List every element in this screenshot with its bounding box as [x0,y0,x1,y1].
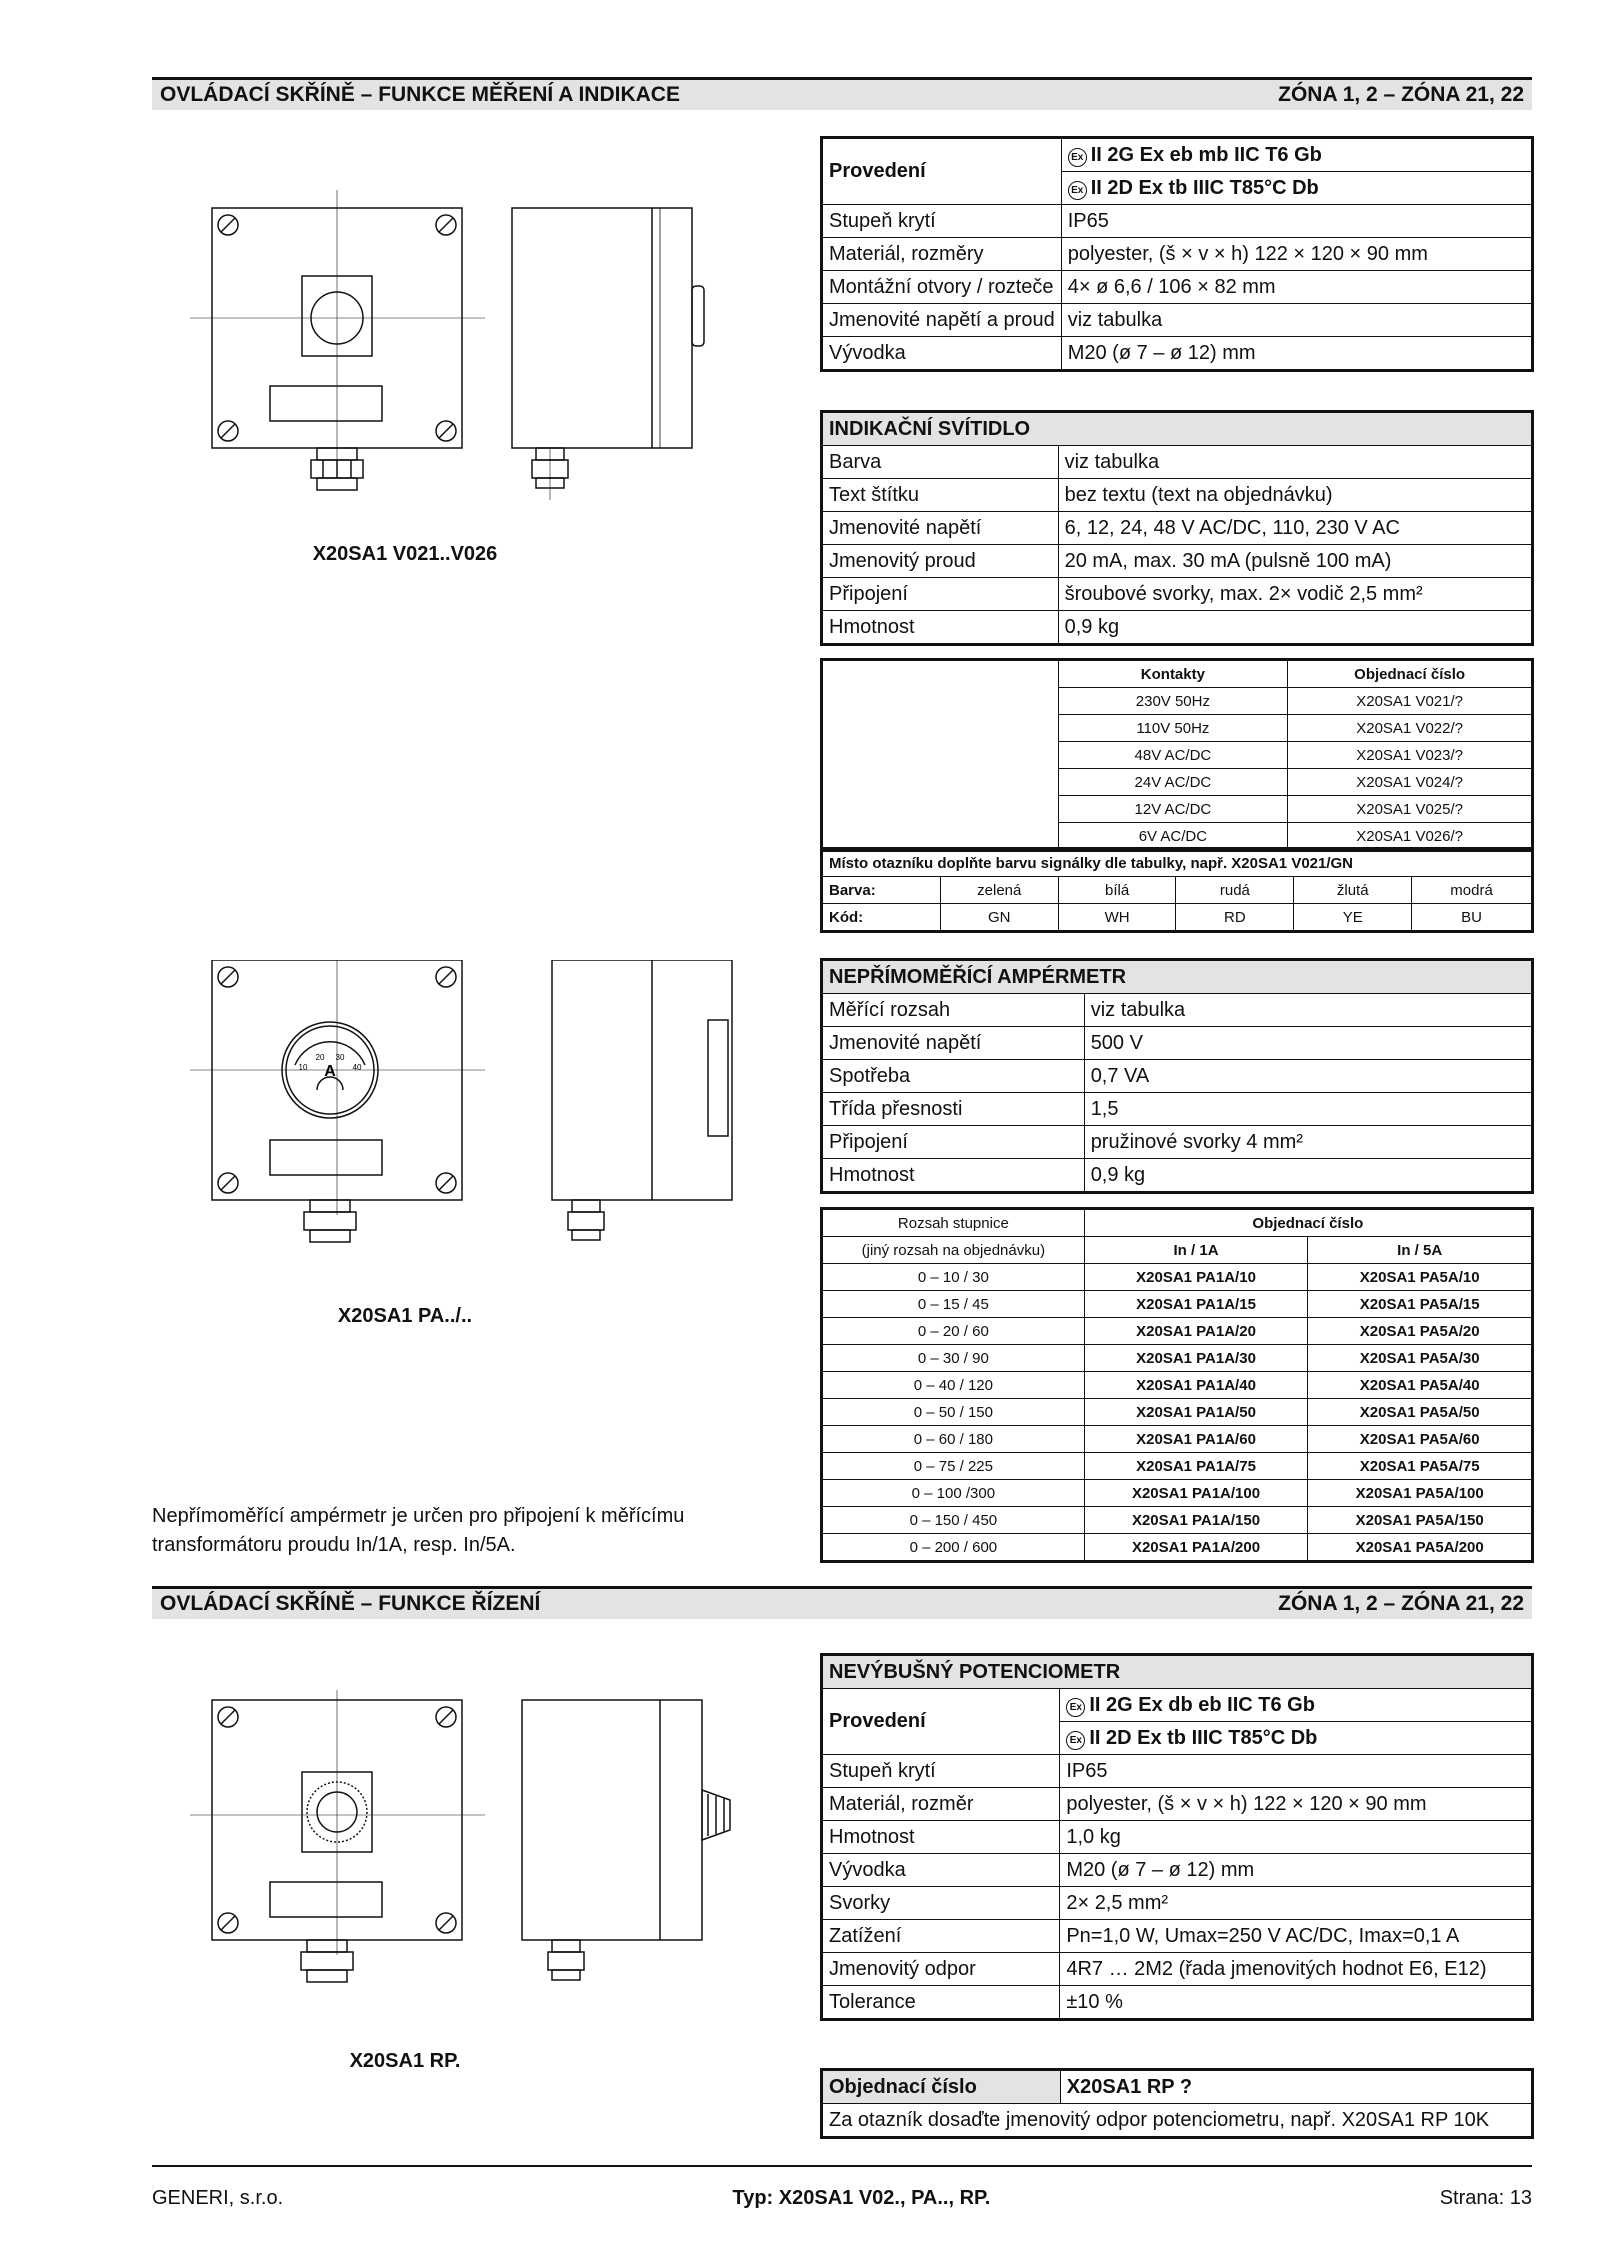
color-code: RD [1176,904,1294,931]
meter-tick-label: 30 [335,1053,345,1062]
spec-label: Připojení [823,578,1059,611]
spec-label: Svorky [823,1887,1060,1920]
order-1a: X20SA1 PA1A/75 [1084,1453,1308,1480]
range-value: 0 – 30 / 90 [823,1345,1085,1372]
spec-label: Stupeň krytí [823,205,1062,238]
range-value: 0 – 40 / 120 [823,1372,1085,1399]
spec-value: polyester, (š × v × h) 122 × 120 × 90 mm [1060,1788,1532,1821]
order-contact: 12V AC/DC [1058,796,1288,823]
spec-value: IP65 [1061,205,1531,238]
order-note: Za otazník dosaďte jmenovitý odpor potenciometru, např. X20SA1 RP 10K [823,2104,1532,2137]
range-row [823,1318,1532,1345]
range-row [823,1453,1532,1480]
range-value: 0 – 200 / 600 [823,1534,1085,1561]
order-5a: X20SA1 PA5A/20 [1308,1318,1532,1345]
spec-value: 0,9 kg [1084,1159,1531,1192]
pot-title: NEVÝBUŠNÝ POTENCIOMETR [823,1656,1532,1689]
order-1a: X20SA1 PA1A/60 [1084,1426,1308,1453]
color-name: bílá [1058,877,1176,904]
order-label: Objednací číslo [823,2071,1061,2104]
order-number: X20SA1 V022/? [1288,715,1532,742]
range-row [823,1426,1532,1453]
spec-value: 0,7 VA [1084,1060,1531,1093]
order-number: X20SA1 V023/? [1288,742,1532,769]
lamp-color-table [822,849,1532,931]
order-5a: X20SA1 PA5A/15 [1308,1291,1532,1318]
ammeter-order-table [822,1209,1532,1561]
lamp-order-table [822,660,1532,850]
spec-label: Tolerance [823,1986,1060,2019]
range-row [823,1399,1532,1426]
order-number: X20SA1 V025/? [1288,796,1532,823]
provedeni-label: Provedení [823,139,1062,205]
spec-value: 1,0 kg [1060,1821,1532,1854]
caption-indicator-lamp: X20SA1 V021..V026 [312,543,498,565]
section-title: OVLÁDACÍ SKŘÍNĚ – FUNKCE ŘÍZENÍ [160,1592,541,1615]
footer-page: Strana: 13 [1439,2187,1532,2209]
spec-label: Zatížení [823,1920,1060,1953]
spec-value: viz tabulka [1058,446,1531,479]
spec-value: 0,9 kg [1058,611,1531,644]
order-table [822,2070,1532,2137]
ex-icon: Ex [1066,1698,1085,1717]
caption-ammeter: X20SA1 PA../.. [337,1305,473,1327]
order-1a: X20SA1 PA1A/40 [1084,1372,1308,1399]
spec-label: Vývodka [823,1854,1060,1887]
range-row [823,1534,1532,1561]
order-1a: X20SA1 PA1A/150 [1084,1507,1308,1534]
meter-tick-label: 40 [352,1063,362,1072]
spec-label: Měřící rozsah [823,994,1085,1027]
range-row [823,1372,1532,1399]
spec-label: Třída přesnosti [823,1093,1085,1126]
color-code: BU [1412,904,1532,931]
footer-company: GENERI, s.r.o. [152,2187,284,2209]
order-1a: X20SA1 PA1A/100 [1084,1480,1308,1507]
spec-label: Spotřeba [823,1060,1085,1093]
spec-value: Pn=1,0 W, Umax=250 V AC/DC, Imax=0,1 A [1060,1920,1532,1953]
spec-table-potentiometer [822,1655,1532,2019]
order-1a: X20SA1 PA1A/50 [1084,1399,1308,1426]
color-name: žlutá [1294,877,1412,904]
color-name: zelená [940,877,1058,904]
provedeni-value-2: II 2D Ex tb IIIC T85°C Db [1090,176,1319,199]
color-name: rudá [1176,877,1294,904]
spec-table-lamp [822,412,1532,644]
spec-table-ammeter [822,960,1532,1192]
spec-label: Jmenovitý odpor [823,1953,1060,1986]
provedeni-value-1: II 2G Ex eb mb IIC T6 Gb [1090,143,1322,166]
spec-value: 4R7 … 2M2 (řada jmenovitých hodnot E6, E12) [1060,1953,1532,1986]
color-code: GN [940,904,1058,931]
spec-label: Jmenovité napětí a proud [823,304,1062,337]
spec-label: Materiál, rozměr [823,1788,1060,1821]
spec-label: Hmotnost [823,1159,1085,1192]
spec-value: šroubové svorky, max. 2× vodič 2,5 mm² [1058,578,1531,611]
order-1a: X20SA1 PA1A/200 [1084,1534,1308,1561]
spec-value: 500 V [1084,1027,1531,1060]
color-name: modrá [1412,877,1532,904]
spec-value: viz tabulka [1061,304,1531,337]
meter-tick-label: 10 [298,1063,308,1072]
spec-label: Hmotnost [823,611,1059,644]
range-value: 0 – 60 / 180 [823,1426,1085,1453]
spec-label: Materiál, rozměry [823,238,1062,271]
range-value: 0 – 15 / 45 [823,1291,1085,1318]
range-value: 0 – 50 / 150 [823,1399,1085,1426]
barva-label: Barva: [823,877,941,904]
spec-value: IP65 [1060,1755,1532,1788]
spec-value: 6, 12, 24, 48 V AC/DC, 110, 230 V AC [1058,512,1531,545]
kod-label: Kód: [823,904,941,931]
spec-label: Připojení [823,1126,1085,1159]
range-row [823,1345,1532,1372]
spec-value: 1,5 [1084,1093,1531,1126]
order-value: X20SA1 RP ? [1060,2071,1531,2104]
color-note: Místo otazníku doplňte barvu signálky dle tabulky, např. X20SA1 V021/GN [823,850,1532,877]
spec-value: 2× 2,5 mm² [1060,1887,1532,1920]
order-5a: X20SA1 PA5A/150 [1308,1507,1532,1534]
section-title: OVLÁDACÍ SKŘÍNĚ – FUNKCE MĚŘENÍ A INDIKACE [160,83,680,106]
spec-label: Hmotnost [823,1821,1060,1854]
section-zone: ZÓNA 1, 2 – ZÓNA 21, 22 [1278,1592,1524,1615]
spec-label: Montážní otvory / rozteče [823,271,1062,304]
order-number: X20SA1 V026/? [1288,823,1532,850]
order-contact: 24V AC/DC [1058,769,1288,796]
order-contact: 230V 50Hz [1058,688,1288,715]
spec-label: Stupeň krytí [823,1755,1060,1788]
range-value: 0 – 150 / 450 [823,1507,1085,1534]
spec-label: Jmenovitý proud [823,545,1059,578]
color-code: WH [1058,904,1176,931]
spec-label: Barva [823,446,1059,479]
meter-tick-label: 20 [315,1053,325,1062]
order-1a: X20SA1 PA1A/10 [1084,1264,1308,1291]
lamp-title: INDIKAČNÍ SVÍTIDLO [823,413,1532,446]
col-objednaci: Objednací číslo [1288,661,1532,688]
drawing-indicator-lamp [190,190,750,520]
drawing-potentiometer [190,1690,750,2010]
spec-value: bez textu (text na objednávku) [1058,479,1531,512]
ex-icon: Ex [1068,148,1087,167]
order-1a: X20SA1 PA1A/20 [1084,1318,1308,1345]
spec-value: pružinové svorky 4 mm² [1084,1126,1531,1159]
spec-label: Text štítku [823,479,1059,512]
order-5a: X20SA1 PA5A/40 [1308,1372,1532,1399]
drawing-ammeter [190,960,750,1270]
col-objednaci: Objednací číslo [1084,1210,1531,1237]
range-value: 0 – 100 /300 [823,1480,1085,1507]
order-5a: X20SA1 PA5A/30 [1308,1345,1532,1372]
order-5a: X20SA1 PA5A/60 [1308,1426,1532,1453]
order-5a: X20SA1 PA5A/10 [1308,1264,1532,1291]
order-5a: X20SA1 PA5A/75 [1308,1453,1532,1480]
meter-unit: A [324,1063,336,1080]
order-1a: X20SA1 PA1A/15 [1084,1291,1308,1318]
order-contact: 48V AC/DC [1058,742,1288,769]
spec-value: M20 (ø 7 – ø 12) mm [1061,337,1531,370]
caption-potentiometer: X20SA1 RP. [349,2050,461,2072]
order-5a: X20SA1 PA5A/100 [1308,1480,1532,1507]
col-1a: In / 1A [1084,1237,1308,1264]
spec-value: ±10 % [1060,1986,1532,2019]
range-row [823,1480,1532,1507]
range-value: 0 – 10 / 30 [823,1264,1085,1291]
section-header-measurement [152,77,1532,110]
section-zone: ZÓNA 1, 2 – ZÓNA 21, 22 [1278,83,1524,106]
col-rozsah: Rozsah stupnice [823,1210,1085,1237]
order-number: X20SA1 V024/? [1288,769,1532,796]
order-5a: X20SA1 PA5A/50 [1308,1399,1532,1426]
footer [152,2165,1532,2210]
range-value: 0 – 20 / 60 [823,1318,1085,1345]
order-contact: 6V AC/DC [1058,823,1288,850]
spec-value: viz tabulka [1084,994,1531,1027]
spec-value: polyester, (š × v × h) 122 × 120 × 90 mm [1061,238,1531,271]
spec-value: 20 mA, max. 30 mA (pulsně 100 mA) [1058,545,1531,578]
section-header-control [152,1586,1532,1619]
col-kontakty: Kontakty [1058,661,1288,688]
spec-table-housing [822,138,1532,370]
range-value: 0 – 75 / 225 [823,1453,1085,1480]
spec-value: M20 (ø 7 – ø 12) mm [1060,1854,1532,1887]
spec-label: Jmenovité napětí [823,1027,1085,1060]
ammeter-note: Nepřímoměřící ampérmetr je určen pro připojení k měřícímu transformátoru proudu In/1A, resp. In/5A. [152,1505,685,1556]
order-number: X20SA1 V021/? [1288,688,1532,715]
spec-value: 4× ø 6,6 / 106 × 82 mm [1061,271,1531,304]
range-row [823,1291,1532,1318]
col-rozsah-note: (jiný rozsah na objednávku) [823,1237,1085,1264]
ammeter-title: NEPŘÍMOMĚŘÍCÍ AMPÉRMETR [823,961,1532,994]
footer-type: Typ: X20SA1 V02., PA.., RP. [732,2187,991,2209]
range-row [823,1507,1532,1534]
spec-label: Jmenovité napětí [823,512,1059,545]
ex-icon: Ex [1066,1731,1085,1750]
provedeni-label: Provedení [823,1689,1060,1755]
provedeni-value-1: II 2G Ex db eb IIC T6 Gb [1089,1693,1315,1716]
col-5a: In / 5A [1308,1237,1532,1264]
color-code: YE [1294,904,1412,931]
provedeni-value-2: II 2D Ex tb IIIC T85°C Db [1089,1726,1318,1749]
range-row [823,1264,1532,1291]
ex-icon: Ex [1068,181,1087,200]
order-1a: X20SA1 PA1A/30 [1084,1345,1308,1372]
order-5a: X20SA1 PA5A/200 [1308,1534,1532,1561]
order-contact: 110V 50Hz [1058,715,1288,742]
spec-label: Vývodka [823,337,1062,370]
